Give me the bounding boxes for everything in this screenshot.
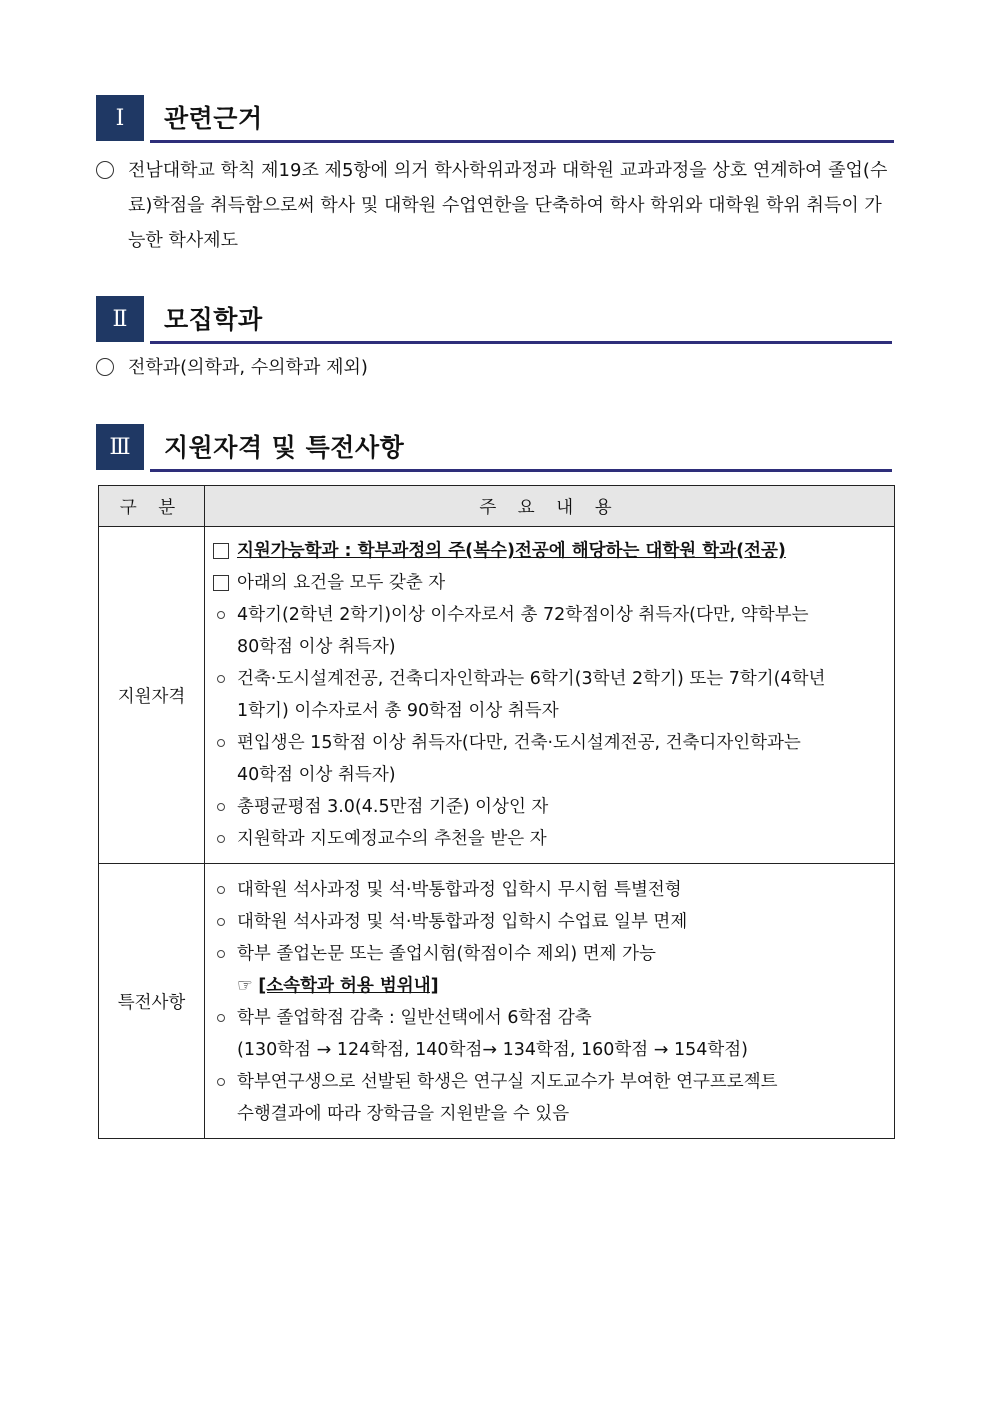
- checkbox-square-icon: [213, 543, 229, 559]
- section-header: [96, 296, 892, 342]
- section-number-badge: Ⅱ: [96, 296, 144, 342]
- list-item: 대학원 석사과정 및 석·박통합과정 입학시 수업료 일부 면제: [213, 906, 890, 938]
- section-title: 지원자격 및 특전사항: [164, 433, 405, 462]
- small-circle-bullet-icon: [217, 918, 225, 926]
- list-item: 편입생은 15학점 이상 취득자(다만, 건축·도시설계전공, 건축디자인학과는: [213, 727, 890, 759]
- list-item-note: ☞ [소속학과 허용 범위내]: [237, 976, 439, 996]
- list-item: 학부 졸업논문 또는 졸업시험(학점이수 제외) 면제 가능: [213, 938, 890, 970]
- table-header-row: [99, 486, 895, 527]
- list-item: 4학기(2학년 2학기)이상 이수자로서 총 72학점이상 취득자(다만, 약학부는: [213, 599, 890, 631]
- section-number-badge: Ⅰ: [96, 95, 144, 141]
- section-basis: [96, 95, 894, 258]
- list-item: 아래의 요건을 모두 갖춘 자: [213, 567, 890, 599]
- small-circle-bullet-icon: [217, 675, 225, 683]
- small-circle-bullet-icon: [217, 1078, 225, 1086]
- list-item: 건축·도시설계전공, 건축디자인학과는 6학기(3학년 2학기) 또는 7학기(4학년: [213, 663, 890, 695]
- paragraph: [96, 350, 892, 385]
- list-item: 대학원 석사과정 및 석·박통합과정 입학시 무시험 특별전형: [213, 874, 890, 906]
- small-circle-bullet-icon: [217, 950, 225, 958]
- section-title: 모집학과: [164, 305, 263, 334]
- small-circle-bullet-icon: [217, 835, 225, 843]
- list-item-continuation: 40학점 이상 취득자): [237, 765, 396, 785]
- section-header: [96, 424, 892, 470]
- list-item: 학부연구생으로 선발된 학생은 연구실 지도교수가 부여한 연구프로젝트: [213, 1066, 890, 1098]
- list-item-continuation: 1학기) 이수자로서 총 90학점 이상 취득자: [237, 701, 559, 721]
- section-header: [96, 95, 894, 141]
- list-item-continuation: (130학점 → 124학점, 140학점→ 134학점, 160학점 → 154학점): [237, 1040, 748, 1060]
- section-eligibility: [96, 424, 892, 470]
- section-title: 관련근거: [164, 104, 263, 133]
- small-circle-bullet-icon: [217, 803, 225, 811]
- pointing-hand-icon: ☞: [237, 976, 253, 996]
- list-item-continuation: 수행결과에 따라 장학금을 지원받을 수 있음: [237, 1104, 570, 1124]
- circle-bullet-icon: [96, 358, 114, 376]
- small-circle-bullet-icon: [217, 739, 225, 747]
- header-category: 구 분: [99, 486, 205, 527]
- section-underline: [150, 341, 892, 344]
- checkbox-square-icon: [213, 575, 229, 591]
- row-content: [205, 864, 895, 1139]
- row-category: 지원자격: [99, 527, 205, 864]
- paragraph-text: 전남대학교 학칙 제19조 제5항에 의거 학사학위과정과 대학원 교과과정을 상호 연계하여 졸업(수료)학점을 취득함으로써 학사 및 대학원 수업연한을 단축하여 학사 학위와 대학원 학위 취득이 가능한 학사제도: [128, 160, 888, 251]
- list-item: 학부 졸업학점 감축 : 일반선택에서 6학점 감축: [213, 1002, 890, 1034]
- table-row: [99, 864, 895, 1139]
- table-row: [99, 527, 895, 864]
- row-category: 특전사항: [99, 864, 205, 1139]
- list-item: 지원가능학과 : 학부과정의 주(복수)전공에 해당하는 대학원 학과(전공): [213, 535, 890, 567]
- header-content: 주 요 내 용: [205, 486, 895, 527]
- list-item-continuation: 80학점 이상 취득자): [237, 637, 396, 657]
- list-item: 지원학과 지도예정교수의 추천을 받은 자: [213, 823, 890, 855]
- section-underline: [150, 140, 894, 143]
- small-circle-bullet-icon: [217, 886, 225, 894]
- section-underline: [150, 469, 892, 472]
- row-content: [205, 527, 895, 864]
- section-number-badge: Ⅲ: [96, 424, 144, 470]
- section-departments: [96, 296, 892, 385]
- small-circle-bullet-icon: [217, 1014, 225, 1022]
- small-circle-bullet-icon: [217, 611, 225, 619]
- paragraph-text: 전학과(의학과, 수의학과 제외): [128, 357, 368, 378]
- eligibility-table: [98, 485, 895, 1139]
- paragraph: [96, 153, 894, 258]
- circle-bullet-icon: [96, 161, 114, 179]
- list-item: 총평균평점 3.0(4.5만점 기준) 이상인 자: [213, 791, 890, 823]
